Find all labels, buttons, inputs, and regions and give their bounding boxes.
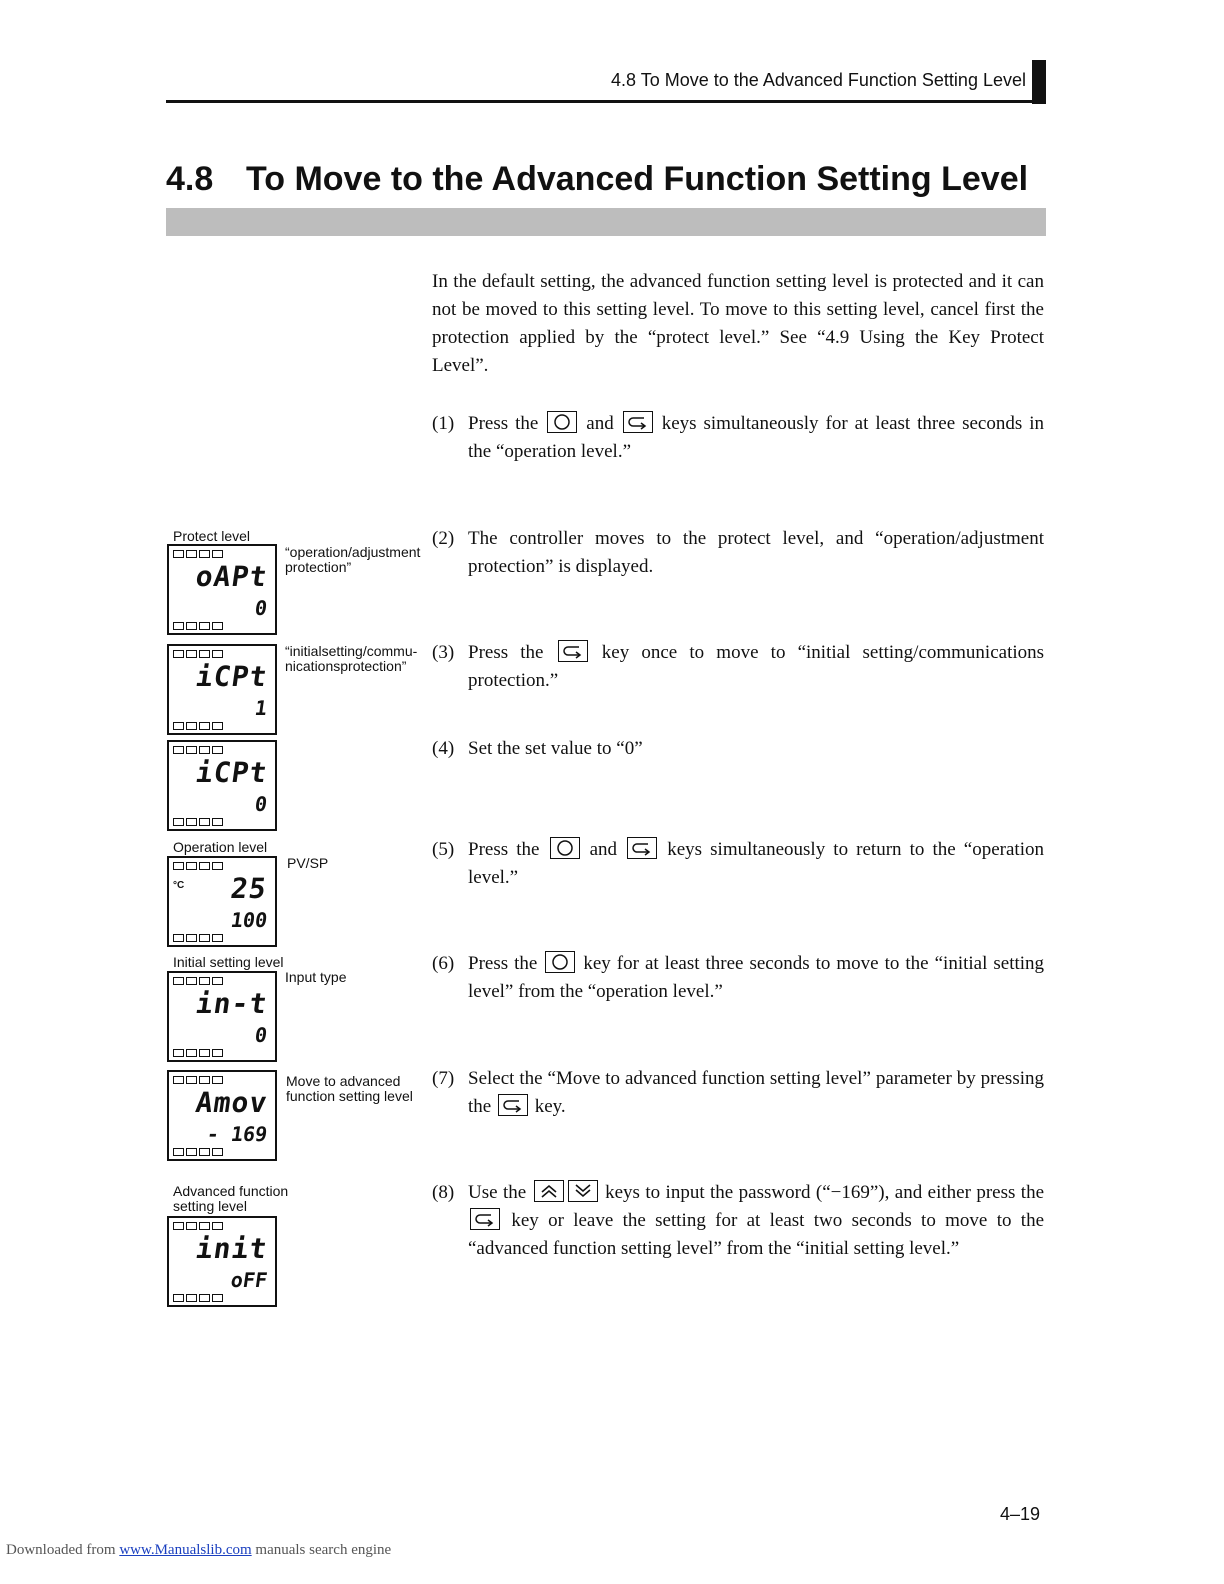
section-title-text: To Move to the Advanced Function Setting Level [246,160,1029,198]
header-rule [166,100,1046,103]
step-4: (4) Set the set value to “0” [432,738,643,759]
display-caption: “operation/adjustment protection” [285,544,421,575]
controller-display [167,740,277,831]
display-caption: Input type [285,969,347,985]
up-key-icon [534,1180,564,1202]
display-caption: Move to advanced function setting level [286,1073,413,1104]
display-line1: 25 [228,872,270,905]
running-header: 4.8 To Move to the Advanced Function Setting Level [611,70,1026,90]
operation-level-label: Operation level [173,839,268,855]
level-key-icon [623,411,653,433]
step-6: (6) Press the key for at least three seconds to move to the “initial setting level” from the “operation level.” [432,953,1045,1002]
display-line1: iCPt [193,660,270,693]
footer: Downloaded from www.Manualslib.com manuals search engine [6,1542,392,1558]
controller-display [167,1216,277,1307]
display-line1: in-t [193,987,270,1020]
display-line2: 100 [229,908,269,932]
display-line2: 0 [253,596,269,620]
display-line1: Amov [193,1086,270,1119]
level-key-icon [558,640,588,662]
manualslib-link[interactable]: www.Manualslib.com [119,1542,252,1558]
controller-display [167,644,277,735]
display-line2: oFF [229,1268,269,1292]
display-caption: “initialsetting/commu-nicationsprotection” [285,643,418,674]
step-8: (8) Use the keys to input the password (“−169”), and either press the key or leave the setting for at least two seconds to move to the “advanced function setting level” from the “initial setting level.” [432,1182,1045,1259]
controller-display [167,971,277,1062]
step-2: (2) The controller moves to the protect level, and “operation/adjustment protection” is displayed. [432,528,1044,577]
display-line1: oAPt [193,560,270,593]
protect-level-label: Protect level [173,528,251,544]
display-line2: 0 [253,792,269,816]
step-1: (1) Press the and keys simultaneously for at least three seconds in the “operation level.” [432,413,1045,462]
page-number: 4–19 [1000,1504,1041,1524]
display-line1: iCPt [193,756,270,789]
intro-paragraph: In the default setting, the advanced function setting level is protected and it can not be moved to this setting level. To move to this setting level, cancel first the protection applied by the “protect level.” See “4.9 Using the Key Protect Level”. [432,271,1044,376]
display-caption: PV/SP [287,855,329,871]
mode-key-icon [470,1208,500,1230]
step-5: (5) Press the and keys simultaneously to return to the “operation level.” [432,839,1044,888]
advanced-level-label: Advanced function setting level [173,1183,289,1214]
header-marker [1032,60,1046,104]
section-number: 4.8 [166,160,214,198]
mode-key-icon [547,411,577,433]
controller-display [167,856,277,947]
display-line2: 1 [253,696,269,720]
level-key-icon [627,837,657,859]
mode-key-icon [550,837,580,859]
controller-display [167,544,277,635]
title-bar [166,208,1046,236]
initial-setting-level-label: Initial setting level [173,954,284,970]
mode-key-icon [498,1094,528,1116]
display-line1: init [193,1232,270,1265]
mode-key-icon [545,951,575,973]
display-line2: 0 [253,1023,269,1047]
down-key-icon [568,1180,598,1202]
section-title [166,160,1028,199]
temperature-unit: °C [173,880,185,891]
step-7: (7) Select the “Move to advanced function setting level” parameter by pressing the key. [432,1068,1044,1117]
controller-display [167,1070,277,1161]
step-3: (3) Press the key once to move to “initial setting/communications protection.” [432,642,1045,691]
display-line2: - 169 [205,1122,269,1146]
